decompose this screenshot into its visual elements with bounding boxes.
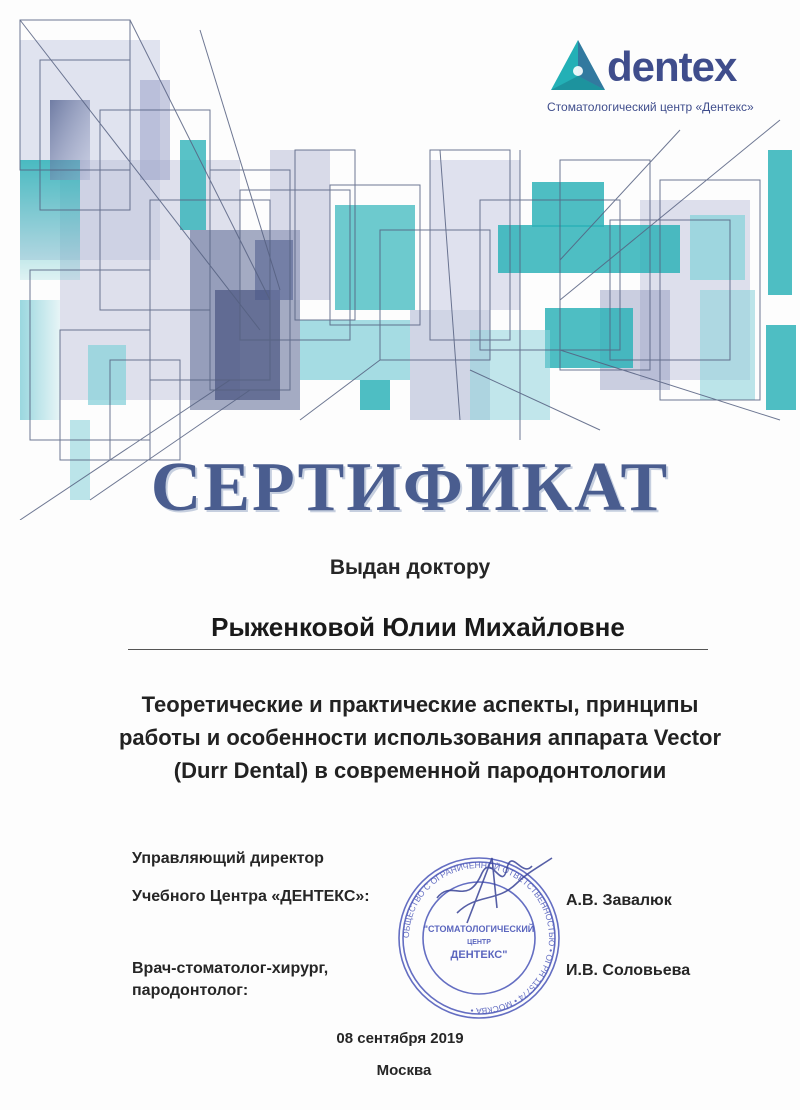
- issue-city: Москва: [376, 1062, 432, 1079]
- course-title-line: Теоретические и практические аспекты, принципы: [141, 692, 699, 717]
- director-role-line1: Управляющий директор: [132, 850, 324, 867]
- doctor-role-line2: пародонтолог:: [132, 982, 249, 999]
- logo-brand-text: dentex: [607, 43, 737, 90]
- course-title: [40, 688, 800, 787]
- director-role-line2: Учебного Центра «ДЕНТЕКС»:: [132, 888, 370, 905]
- logo-tagline: Стоматологический центр «Дентекс»: [547, 100, 754, 114]
- certificate-title: СЕРТИФИКАТ: [150, 449, 670, 526]
- dentex-logo: [545, 38, 775, 118]
- stamp-center-line1: "СТОМАТОЛОГИЧЕСКИЙ: [423, 924, 535, 934]
- dentex-triangle-logo-icon: [549, 38, 607, 94]
- issued-to-label: Выдан доктору: [329, 556, 491, 579]
- issue-date: 08 сентября 2019: [336, 1030, 464, 1047]
- doctor-name: И.В. Соловьева: [566, 962, 691, 979]
- stamp-center-line2: ЦЕНТР: [467, 939, 491, 946]
- director-name: А.В. Завалюк: [566, 892, 672, 909]
- doctor-role-line1: Врач-стоматолог-хирург,: [132, 960, 329, 977]
- stamp-center-line3: ДЕНТЕКС": [450, 949, 508, 961]
- course-title-line: работы и особенности использования аппарата Vector: [118, 725, 722, 750]
- stamp-ring-text: ОБЩЕСТВО С ОГРАНИЧЕННОЙ ОТВЕТСТВЕННОСТЬЮ • ОГРН 115774 • МОСКВА •: [400, 859, 558, 1017]
- recipient-name: Рыженковой Юлии Михайловне: [128, 612, 708, 650]
- organization-stamp: [397, 838, 562, 1028]
- course-title-line: (Durr Dental) в современной пародонтологии: [173, 758, 667, 783]
